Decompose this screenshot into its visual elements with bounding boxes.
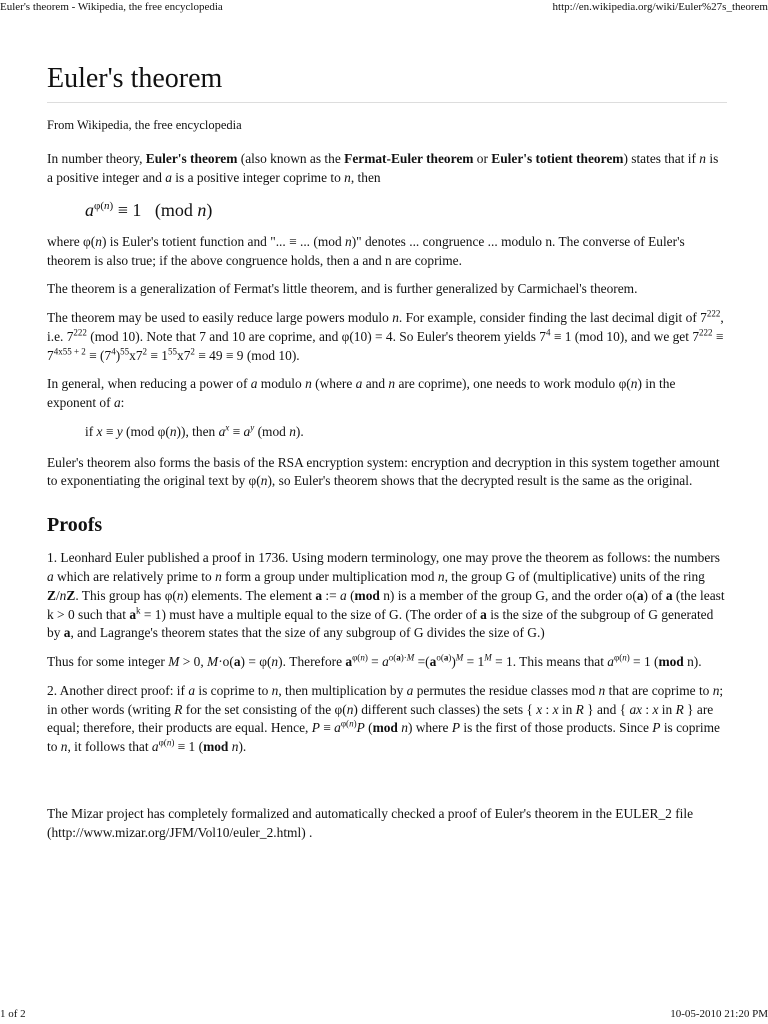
print-header [0,0,768,18]
intro-paragraph: In number theory, Euler's theorem (also known as the Fermat-Euler theorem or Euler's totient theorem) states that if n is a positive integer and a is a positive integer coprime to n, then [47,151,719,185]
article-tagline: From Wikipedia, the free encyclopedia [47,117,242,132]
generalization-paragraph: The theorem is a generalization of Fermat's little theorem, and is further generalized by Carmichael's theorem. [47,281,638,297]
proofs-heading: Proofs [47,514,103,537]
print-footer [0,1007,768,1024]
proof-2-paragraph: 2. Another direct proof: if a is coprime to n, then multiplication by a permutes the residue classes mod n that are coprime to n; in other words (writing R for the set consisting of the φ(n) different such classes) the sets { x : x in R } and { ax : x in R } are equal; therefore, their products are equal. Hence, $P \equiv a^{\varphi(n)}P$ (mod n) where P is the first of those products. Since P is coprime to n, it follows that $a^{\varphi(n)} \equiv 1$ (mod n). [47,682,724,755]
article-content [47,62,727,852]
section-spacer [47,767,727,805]
exponent-formula: if x ≡ y (mod φ(n)), then $a^x \equiv a^y$ (mod n). [85,422,304,439]
proof-1-conclusion: Thus for some integer M > 0, M·o(a) = φ(n). Therefore $a^{\varphi(n)} = a^{o(a)\cdot M} =(a^{o(a)})^M = 1^M = 1$. This means that $a^{\varphi(n)} = 1$ (mod n). [47,652,702,670]
page-count: 1 of 2 [0,1008,26,1020]
example-paragraph: The theorem may be used to easily reduce large powers modulo n. For example, consider finding the last decimal digit of $7^{222}$, i.e. $7^{222}$ (mod 10). Note that 7 and 10 are coprime, and φ(10) = 4. So Euler's theorem yields $7^4 \equiv 1$ (mod 10), and we get $7^{222} \equiv 7^{4x55 + 2} \equiv (7^4)^{55}x7^2 \equiv 1^{55}x7^2 \equiv 49 \equiv 9$ (mod 10). [47,308,724,363]
totient-paragraph: where φ(n) is Euler's totient function and "... ≡ ... (mod n)" denotes ... congruence ... modulo n. The converse of Euler's theorem is also true; if the above congruence holds, then a and n are coprime. [47,233,685,268]
mizar-paragraph: The Mizar project has completely formalized and automatically checked a proof of Euler's theorem in the EULER_2 file (http://www.mizar.org/JFM/Vol10/euler_2.html) . [47,805,694,840]
url-header[interactable]: http://en.wikipedia.org/wiki/Euler%27s_theorem [552,1,768,13]
article-title: Euler's theorem [47,62,727,103]
page-title-header: Euler's theorem - Wikipedia, the free encyclopedia [0,1,223,13]
rsa-paragraph: Euler's theorem also forms the basis of the RSA encryption system: encryption and decryption in this system together amount to exponentiating the original text by φ(n), so Euler's theorem shows that the decrypted result is the same as the original. [47,454,720,489]
general-paragraph: In general, when reducing a power of a modulo n (where a and n are coprime), one needs to work modulo φ(n) in the exponent of a: [47,376,676,411]
main-formula: $a^{\varphi(n)} \equiv 1$ (mod n) [85,199,213,220]
print-datetime: 10-05-2010 21:20 PM [670,1008,768,1020]
mizar-link[interactable]: http://www.mizar.org/JFM/Vol10/euler_2.html [51,824,302,840]
proof-1-paragraph: 1. Leonhard Euler published a proof in 1736. Using modern terminology, one may prove the theorem as follows: the numbers a which are relatively prime to n form a group under multiplication mod n, the group G of (multiplicative) units of the ring Z/nZ. This group has φ(n) elements. The element a := a (mod n) is a member of the group G, and the order o(a) of a (the least k > 0 such that $a^k = 1$) must have a multiple equal to the size of G. (The order of a is the size of the subgroup of G generated by a, and Lagrange's theorem states that the size of any subgroup of G divides the size of G.) [47,550,725,641]
